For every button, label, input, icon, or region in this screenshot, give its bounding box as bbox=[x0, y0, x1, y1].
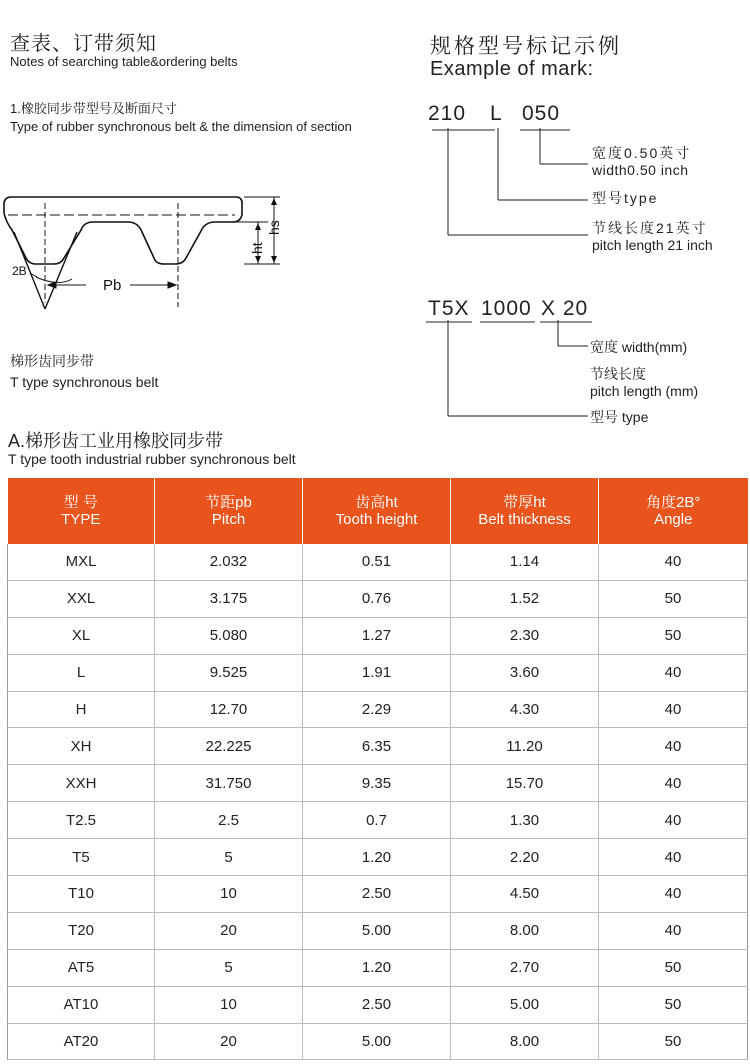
table-cell: XL bbox=[8, 617, 155, 654]
table-cell: 40 bbox=[599, 544, 748, 580]
table-row bbox=[8, 544, 748, 580]
ex2-code-type: T5X bbox=[428, 297, 470, 320]
column-header-en: TYPE bbox=[61, 511, 101, 528]
column-header-cn: 齿高ht bbox=[355, 494, 398, 511]
table-cell: T20 bbox=[8, 912, 155, 949]
section1-title-cn: 1.橡胶同步带型号及断面尺寸 bbox=[10, 101, 177, 116]
column-header bbox=[599, 478, 748, 544]
table-cell: 1.14 bbox=[451, 544, 599, 580]
table-cell: 1.30 bbox=[451, 802, 599, 839]
table-cell: 50 bbox=[599, 986, 748, 1023]
table-cell: 4.50 bbox=[451, 876, 599, 913]
ex1-code-type: L bbox=[490, 102, 503, 125]
table-row bbox=[8, 986, 748, 1023]
table-row bbox=[8, 728, 748, 765]
ex1-width-en: width0.50 inch bbox=[592, 162, 689, 178]
table-row bbox=[8, 802, 748, 839]
table-cell: 40 bbox=[599, 912, 748, 949]
table-row bbox=[8, 1023, 748, 1060]
table-row bbox=[8, 765, 748, 802]
table-cell: 3.175 bbox=[155, 580, 303, 617]
ex2-code-length: 1000 bbox=[481, 297, 532, 320]
label-pb: Pb bbox=[103, 277, 122, 294]
table-cell: 40 bbox=[599, 839, 748, 876]
table-cell: T2.5 bbox=[8, 802, 155, 839]
label-2b: 2B bbox=[12, 264, 27, 278]
table-cell: 0.7 bbox=[303, 802, 451, 839]
table-row bbox=[8, 580, 748, 617]
table-cell: 11.20 bbox=[451, 728, 599, 765]
table-cell: 8.00 bbox=[451, 912, 599, 949]
column-header-en: Pitch bbox=[211, 511, 246, 528]
mark-title-en: Example of mark: bbox=[430, 58, 594, 80]
table-cell: 5.080 bbox=[155, 617, 303, 654]
table-cell: 2.5 bbox=[155, 802, 303, 839]
table-cell: XXH bbox=[8, 765, 155, 802]
column-header-en: Angle bbox=[654, 511, 693, 528]
table-cell: 50 bbox=[599, 1023, 748, 1060]
ex2-width-label: 宽度 width(mm) bbox=[590, 339, 688, 355]
column-header-cn: 节距pb bbox=[205, 494, 252, 511]
column-header-en: Belt thickness bbox=[478, 511, 571, 528]
table-header bbox=[8, 478, 748, 544]
table-cell: AT5 bbox=[8, 949, 155, 986]
table-cell: 50 bbox=[599, 580, 748, 617]
column-header-cn: 角度2B° bbox=[646, 494, 701, 511]
column-header-cn: 带厚ht bbox=[503, 494, 546, 511]
table-cell: 2.032 bbox=[155, 544, 303, 580]
column-header bbox=[303, 478, 451, 544]
table-cell: 0.76 bbox=[303, 580, 451, 617]
table-cell: 1.20 bbox=[303, 949, 451, 986]
table-body bbox=[8, 544, 748, 1060]
table-cell: 5.00 bbox=[303, 912, 451, 949]
table-row bbox=[8, 617, 748, 654]
section-a-title-en: T type tooth industrial rubber synchronous belt bbox=[8, 451, 296, 467]
ex1-leader-lines bbox=[420, 120, 600, 240]
notes-title-en: Notes of searching table&ordering belts bbox=[10, 54, 238, 69]
table-cell: 50 bbox=[599, 617, 748, 654]
ex2-leader-lines bbox=[420, 316, 600, 426]
table-cell: 6.35 bbox=[303, 728, 451, 765]
table-cell: 31.750 bbox=[155, 765, 303, 802]
table-row bbox=[8, 839, 748, 876]
table-cell: 40 bbox=[599, 876, 748, 913]
table-cell: H bbox=[8, 691, 155, 728]
table-row bbox=[8, 654, 748, 691]
table-cell: 4.30 bbox=[451, 691, 599, 728]
ex2-pitch-en: pitch length (mm) bbox=[590, 383, 699, 399]
table-cell: AT10 bbox=[8, 986, 155, 1023]
ex2-code-width: X 20 bbox=[541, 297, 589, 320]
table-cell: 20 bbox=[155, 1023, 303, 1060]
table-cell: XXL bbox=[8, 580, 155, 617]
table-cell: XH bbox=[8, 728, 155, 765]
table-row bbox=[8, 912, 748, 949]
column-header bbox=[155, 478, 303, 544]
table-cell: 2.29 bbox=[303, 691, 451, 728]
table-cell: T5 bbox=[8, 839, 155, 876]
table-cell: 12.70 bbox=[155, 691, 303, 728]
table-cell: 2.50 bbox=[303, 986, 451, 1023]
table-cell: 40 bbox=[599, 802, 748, 839]
table-cell: 5.00 bbox=[303, 1023, 451, 1060]
table-cell: 1.52 bbox=[451, 580, 599, 617]
ex1-pitch-cn: 节线长度21英寸 bbox=[592, 220, 708, 236]
ex2-pitch-cn: 节线长度 bbox=[590, 366, 646, 382]
table-cell: 1.91 bbox=[303, 654, 451, 691]
ex1-pitch-en: pitch length 21 inch bbox=[592, 237, 713, 253]
belt-section-diagram bbox=[0, 185, 300, 315]
table-cell: 20 bbox=[155, 912, 303, 949]
diagram-caption-en: T type synchronous belt bbox=[10, 374, 159, 390]
table-cell: L bbox=[8, 654, 155, 691]
table-cell: 40 bbox=[599, 765, 748, 802]
table-cell: AT20 bbox=[8, 1023, 155, 1060]
table-cell: 3.60 bbox=[451, 654, 599, 691]
table-cell: MXL bbox=[8, 544, 155, 580]
mark-title-cn: 规格型号标记示例 bbox=[430, 35, 622, 58]
table-cell: 5 bbox=[155, 839, 303, 876]
table-cell: 40 bbox=[599, 691, 748, 728]
column-header-en: Tooth height bbox=[335, 511, 418, 528]
belt-spec-table bbox=[7, 478, 748, 1060]
table-cell: 5.00 bbox=[451, 986, 599, 1023]
ex2-type-label: 型号 type bbox=[590, 409, 649, 425]
section1-title-en: Type of rubber synchronous belt & the dimension of section bbox=[10, 119, 352, 134]
table-cell: 1.27 bbox=[303, 617, 451, 654]
table-cell: 9.35 bbox=[303, 765, 451, 802]
table-cell: 2.30 bbox=[451, 617, 599, 654]
table-cell: 10 bbox=[155, 986, 303, 1023]
table-row bbox=[8, 876, 748, 913]
section-a-title-cn: A.梯形齿工业用橡胶同步带 bbox=[8, 431, 224, 451]
table-cell: 40 bbox=[599, 728, 748, 765]
table-row bbox=[8, 949, 748, 986]
ex1-code-width: 050 bbox=[522, 102, 561, 125]
table-cell: 1.20 bbox=[303, 839, 451, 876]
table-cell: 0.51 bbox=[303, 544, 451, 580]
ex1-width-cn: 宽度0.50英寸 bbox=[592, 145, 692, 161]
table-cell: 15.70 bbox=[451, 765, 599, 802]
table-cell: 50 bbox=[599, 949, 748, 986]
ex1-code-length: 210 bbox=[428, 102, 467, 125]
ex1-type-label: 型号type bbox=[592, 190, 659, 206]
table-cell: 22.225 bbox=[155, 728, 303, 765]
column-header-cn: 型 号 bbox=[63, 494, 98, 511]
table-cell: 8.00 bbox=[451, 1023, 599, 1060]
table-cell: 2.50 bbox=[303, 876, 451, 913]
column-header bbox=[451, 478, 599, 544]
notes-title-cn: 查表、订带须知 bbox=[10, 33, 157, 55]
table-cell: 5 bbox=[155, 949, 303, 986]
column-header bbox=[8, 478, 155, 544]
table-cell: T10 bbox=[8, 876, 155, 913]
label-hs: hs bbox=[266, 220, 282, 235]
table-cell: 2.20 bbox=[451, 839, 599, 876]
table-cell: 9.525 bbox=[155, 654, 303, 691]
table-row bbox=[8, 691, 748, 728]
table-cell: 40 bbox=[599, 654, 748, 691]
table-cell: 10 bbox=[155, 876, 303, 913]
label-ht: ht bbox=[249, 242, 265, 254]
diagram-caption-cn: 梯形齿同步带 bbox=[10, 353, 94, 369]
table-cell: 2.70 bbox=[451, 949, 599, 986]
